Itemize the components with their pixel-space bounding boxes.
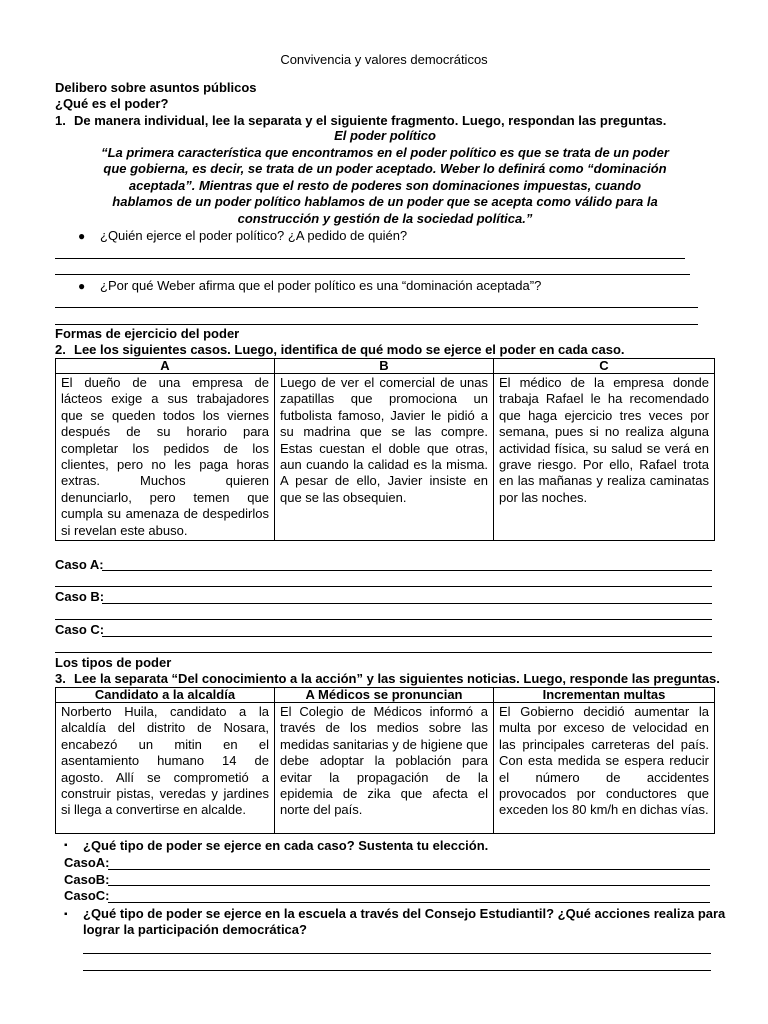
answer-line[interactable] bbox=[108, 869, 710, 870]
section3-heading: Los tipos de poder bbox=[55, 655, 172, 670]
answer-line[interactable] bbox=[108, 885, 710, 886]
section2-heading: Formas de ejercicio del poder bbox=[55, 326, 240, 341]
answer-line[interactable] bbox=[55, 324, 698, 325]
answer-line[interactable] bbox=[83, 970, 711, 971]
case-a-label: Caso A: bbox=[55, 557, 104, 572]
answer-line[interactable] bbox=[108, 902, 710, 903]
section1-heading: Delibero sobre asuntos públicos bbox=[55, 80, 257, 95]
column-header-b: B bbox=[275, 359, 494, 374]
bullet-icon: ● bbox=[78, 229, 86, 243]
answer-line[interactable] bbox=[102, 570, 712, 571]
quote-line: aceptada”. Mientras que el resto de poderes son dominaciones impuestas, cuando bbox=[128, 178, 642, 193]
answer-line[interactable] bbox=[83, 953, 711, 954]
cases-table bbox=[55, 358, 715, 541]
case-c-text: El médico de la empresa donde trabaja Rafael le ha recomendado que haga ejercicio tres veces por semana, pues si no realiza alguna actividad física, su salud se verá en grave riesgo. Por ello, Rafael trota en las mañanas y realiza caminatas por las noches. bbox=[494, 374, 715, 541]
bullet-icon: ▪ bbox=[64, 909, 68, 920]
caso-c-label: CasoC: bbox=[64, 888, 110, 903]
bullet-question-2: ¿Por qué Weber afirma que el poder político es una “dominación aceptada”? bbox=[100, 278, 542, 293]
answer-line[interactable] bbox=[55, 619, 712, 620]
answer-line[interactable] bbox=[55, 307, 698, 308]
case-b-label: Caso B: bbox=[55, 589, 105, 604]
question-consejo-line2: lograr la participación democrática? bbox=[83, 922, 307, 937]
instruction-3-number: 3. bbox=[55, 671, 66, 686]
quote-line: construcción y gestión de la sociedad política.” bbox=[237, 211, 533, 226]
quote-line: hablamos de un poder político hablamos de un poder que se acepta como válido para la bbox=[112, 194, 658, 209]
instruction-1-number: 1. bbox=[55, 113, 66, 128]
news-table bbox=[55, 687, 715, 834]
answer-line[interactable] bbox=[55, 586, 712, 587]
column-header-medicos: A Médicos se pronuncian bbox=[275, 688, 494, 703]
instruction-2: Lee los siguientes casos. Luego, identifica de qué modo se ejerce el poder en cada caso. bbox=[74, 342, 625, 357]
question-tipo-poder: ¿Qué tipo de poder se ejerce en cada caso? Sustenta tu elección. bbox=[83, 838, 489, 853]
case-c-label: Caso C: bbox=[55, 622, 105, 637]
caso-b-label: CasoB: bbox=[64, 872, 110, 887]
page-title: Convivencia y valores democráticos bbox=[280, 52, 488, 67]
bullet-icon: ▪ bbox=[64, 840, 68, 851]
instruction-1: De manera individual, lee la separata y el siguiente fragmento. Luego, respondan las preguntas. bbox=[74, 113, 667, 128]
news-candidato-text: Norberto Huila, candidato a la alcaldía del distrito de Nosara, encabezó un mitin en el asentamiento humano 14 de agosto. Allí se comprometió a construir pistas, veredas y jardines si llega a convertirse en alcalde. bbox=[56, 703, 275, 834]
answer-line[interactable] bbox=[55, 652, 712, 653]
instruction-2-number: 2. bbox=[55, 342, 66, 357]
answer-line[interactable] bbox=[55, 258, 685, 259]
column-header-c: C bbox=[494, 359, 715, 374]
section1-question: ¿Qué es el poder? bbox=[55, 96, 169, 111]
bullet-icon: ● bbox=[78, 279, 86, 293]
bullet-question-1: ¿Quién ejerce el poder político? ¿A pedido de quién? bbox=[100, 228, 408, 243]
question-consejo-line1: ¿Qué tipo de poder se ejerce en la escuela a través del Consejo Estudiantil? ¿Qué acciones realiza para bbox=[83, 906, 726, 921]
column-header-candidato: Candidato a la alcaldía bbox=[56, 688, 275, 703]
case-b-text: Luego de ver el comercial de unas zapatillas que promociona un futbolista famoso, Javier le pidió a su madrina que se las compre. Estas cuestan el doble que otras, aun cuando la calidad es la misma. A pesar de ello, Javier insiste en que se las obsequien. bbox=[275, 374, 494, 541]
answer-line[interactable] bbox=[102, 636, 712, 637]
caso-a-label: CasoA: bbox=[64, 855, 110, 870]
instruction-3: Lee la separata “Del conocimiento a la acción” y las siguientes noticias. Luego, responde las preguntas. bbox=[74, 671, 720, 686]
quote-line: “La primera característica que encontramos en el poder político es que se trata de un poder bbox=[101, 145, 669, 160]
case-a-text: El dueño de una empresa de lácteos exige a sus trabajadores que se queden todos los viernes después de su horario para completar los pedidos de los clientes, pero no les paga horas extras. Muchos quieren denunciarlo, pero temen que cumpla su amenaza de despedirlos si revelan este abuso. bbox=[56, 374, 275, 541]
column-header-a: A bbox=[56, 359, 275, 374]
column-header-multas: Incrementan multas bbox=[494, 688, 715, 703]
answer-line[interactable] bbox=[102, 603, 712, 604]
answer-line[interactable] bbox=[55, 274, 690, 275]
news-medicos-text: El Colegio de Médicos informó a través de los medios sobre las medidas sanitarias y de higiene que debe adoptar la población para evitar la propagación de la epidemia de zika que afecta el norte del país. bbox=[275, 703, 494, 834]
quote-title: El poder político bbox=[334, 128, 436, 143]
news-multas-text: El Gobierno decidió aumentar la multa por exceso de velocidad en las principales carreteras del país. Con esta medida se espera reducir el número de accidentes provocados por conductores que exceden los 80 km/h en dichas vías. bbox=[494, 703, 715, 834]
quote-line: que gobierna, es decir, se trata de un poder aceptado. Weber lo definirá como “dominación bbox=[103, 161, 667, 176]
